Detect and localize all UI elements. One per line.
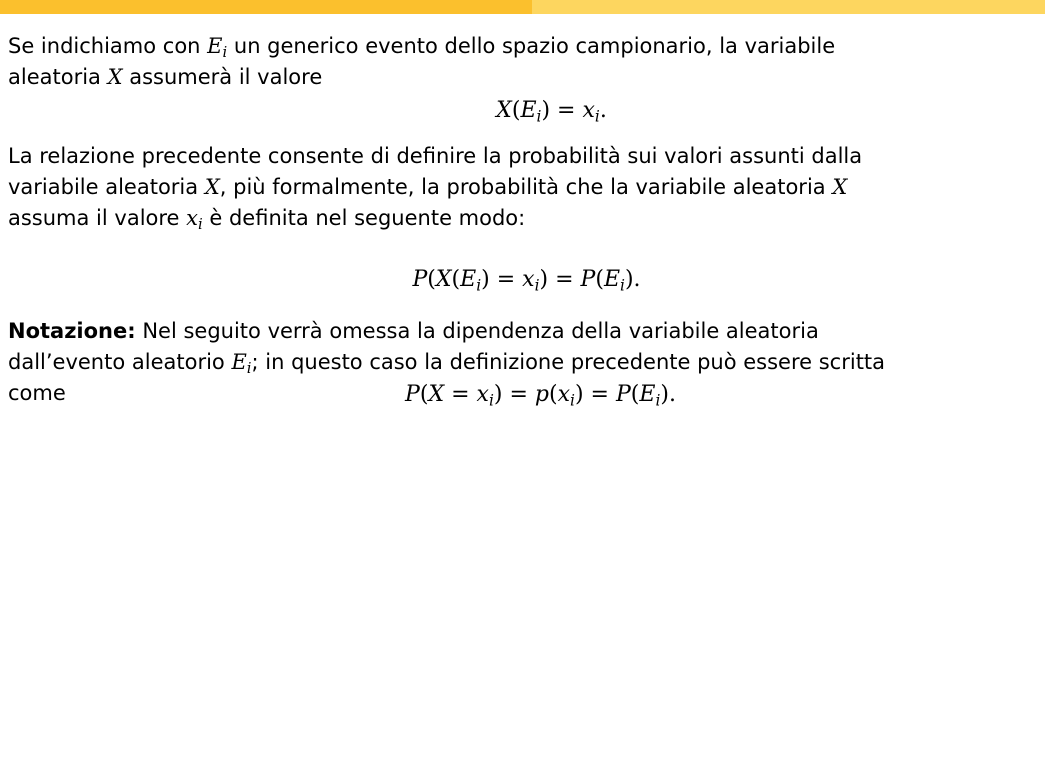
math-X: X <box>107 65 123 89</box>
notation-label: Notazione: <box>8 319 136 343</box>
paragraph-notation: Notazione: Nel seguito verrà omessa la dipendenza della variabile aleatoria dall’evento aleatorio $E_i$; in questo caso la definizione precedente può essere scritta come <box>8 319 886 405</box>
equation-3: $P(X = x_i) = p(x_i) = P(E_i)$. <box>405 382 676 410</box>
slide-content <box>8 14 1045 411</box>
math-Ei: $E_i$ <box>207 34 228 62</box>
header-bar-left <box>0 0 532 14</box>
header-bar-right <box>532 0 1045 14</box>
header-bar <box>0 0 1045 14</box>
paragraph-probability: La relazione precedente consente di definire la probabilità sui valori assunti dalla variabile aleatoria X, più formalmente, la probabilità che la variabile aleatoria X assuma il valore $x_i$ è definita nel seguente modo: <box>8 144 863 234</box>
equation-2: $P(X(E_i) = x_i) = P(E_i)$. <box>412 267 641 295</box>
paragraph-definition: Se indichiamo con $E_i$ un generico evento dello spazio campionario, la variabile aleatoria X assumerà il valore <box>8 34 836 89</box>
equation-1: $X(E_i) = x_i$. <box>496 98 607 126</box>
